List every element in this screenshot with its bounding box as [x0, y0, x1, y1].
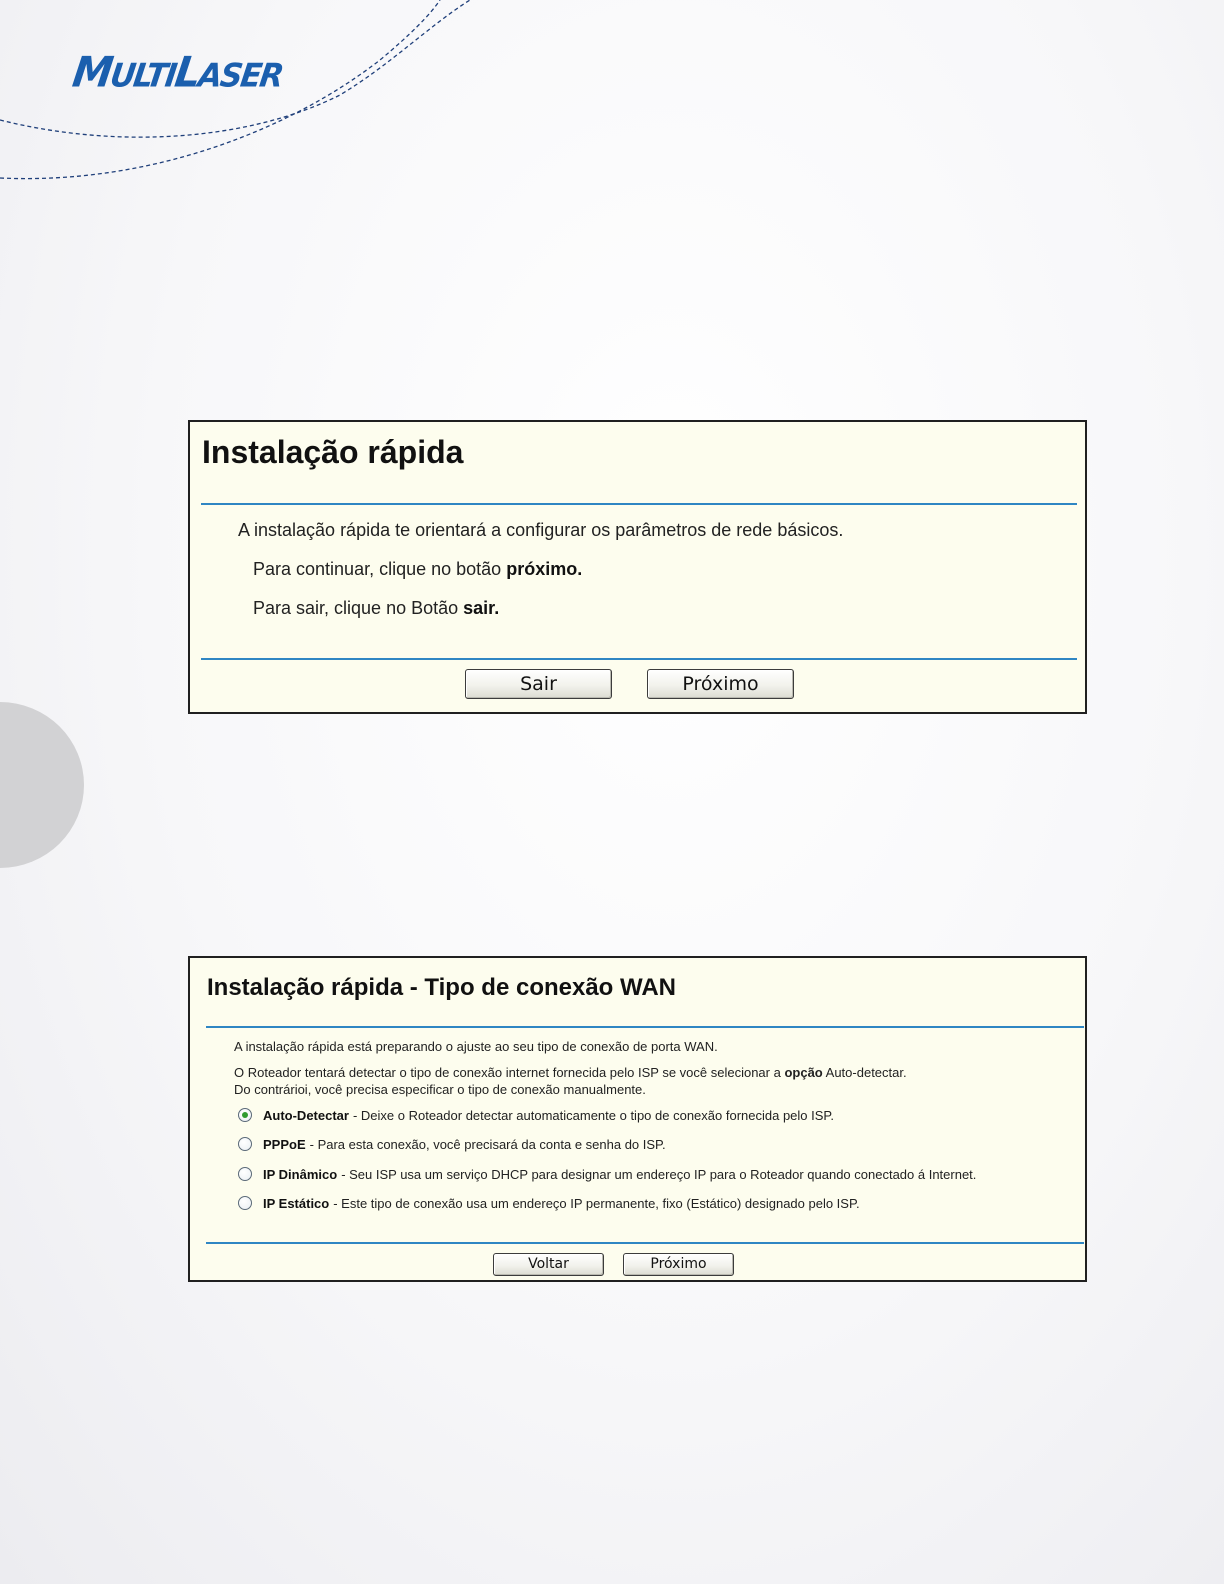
radio-icon[interactable] [238, 1196, 252, 1210]
quick-setup-title: Instalação rápida [202, 434, 464, 470]
divider [201, 658, 1077, 660]
radio-icon[interactable] [238, 1167, 252, 1181]
back-button[interactable]: Voltar [493, 1253, 604, 1276]
divider [206, 1026, 1084, 1028]
option-description: - Para esta conexão, você precisará da conta e senha do ISP. [309, 1136, 666, 1152]
auto-info-text: O Roteador tentará detectar o tipo de conexão internet fornecida pelo ISP se você selecionar a [234, 1065, 781, 1080]
quick-setup-intro: A instalação rápida te orientará a configurar os parâmetros de rede básicos. [238, 520, 844, 540]
multilaser-logo: MULTILASER [69, 48, 285, 98]
option-description: - Seu ISP usa um serviço DHCP para designar um endereço IP para o Roteador quando conectado á Internet. [341, 1166, 977, 1182]
wan-type-intro: A instalação rápida está preparando o ajuste ao seu tipo de conexão de porta WAN. [234, 1039, 718, 1054]
option-static-ip[interactable] [238, 1194, 860, 1212]
next-button[interactable]: Próximo [623, 1253, 734, 1276]
continue-text: Para continuar, clique no botão [253, 559, 502, 579]
auto-info-suffix: Auto-detectar. [825, 1065, 907, 1080]
exit-button[interactable]: Sair [465, 669, 612, 699]
exit-bold: sair. [463, 598, 500, 618]
option-auto-detect[interactable] [238, 1106, 834, 1124]
wan-type-title: Instalação rápida - Tipo de conexão WAN [207, 974, 676, 1001]
divider [206, 1242, 1084, 1244]
auto-detect-info [234, 1065, 907, 1080]
exit-text: Para sair, clique no Botão [253, 598, 459, 618]
exit-instruction [253, 598, 499, 619]
continue-instruction [253, 559, 582, 580]
option-description: - Este tipo de conexão usa um endereço IP permanente, fixo (Estático) designado pelo ISP. [333, 1195, 860, 1211]
continue-bold: próximo. [506, 559, 583, 579]
option-description: - Deixe o Roteador detectar automaticamente o tipo de conexão fornecida pelo ISP. [352, 1107, 835, 1123]
option-label: PPPoE [263, 1136, 306, 1152]
option-dynamic-ip[interactable] [238, 1165, 976, 1183]
next-button[interactable]: Próximo [647, 669, 794, 699]
option-label: Auto-Detectar [263, 1107, 349, 1123]
option-label: IP Dinâmico [263, 1166, 338, 1182]
divider [201, 503, 1077, 505]
auto-info-bold: opção [784, 1065, 823, 1080]
radio-selected-icon[interactable] [238, 1108, 252, 1122]
option-pppoe[interactable] [238, 1135, 666, 1153]
option-label: IP Estático [263, 1195, 330, 1211]
quick-setup-panel [188, 420, 1087, 714]
radio-icon[interactable] [238, 1137, 252, 1151]
manual-info: Do contrárioi, você precisa especificar o tipo de conexão manualmente. [234, 1082, 646, 1097]
wan-type-panel [188, 956, 1087, 1282]
